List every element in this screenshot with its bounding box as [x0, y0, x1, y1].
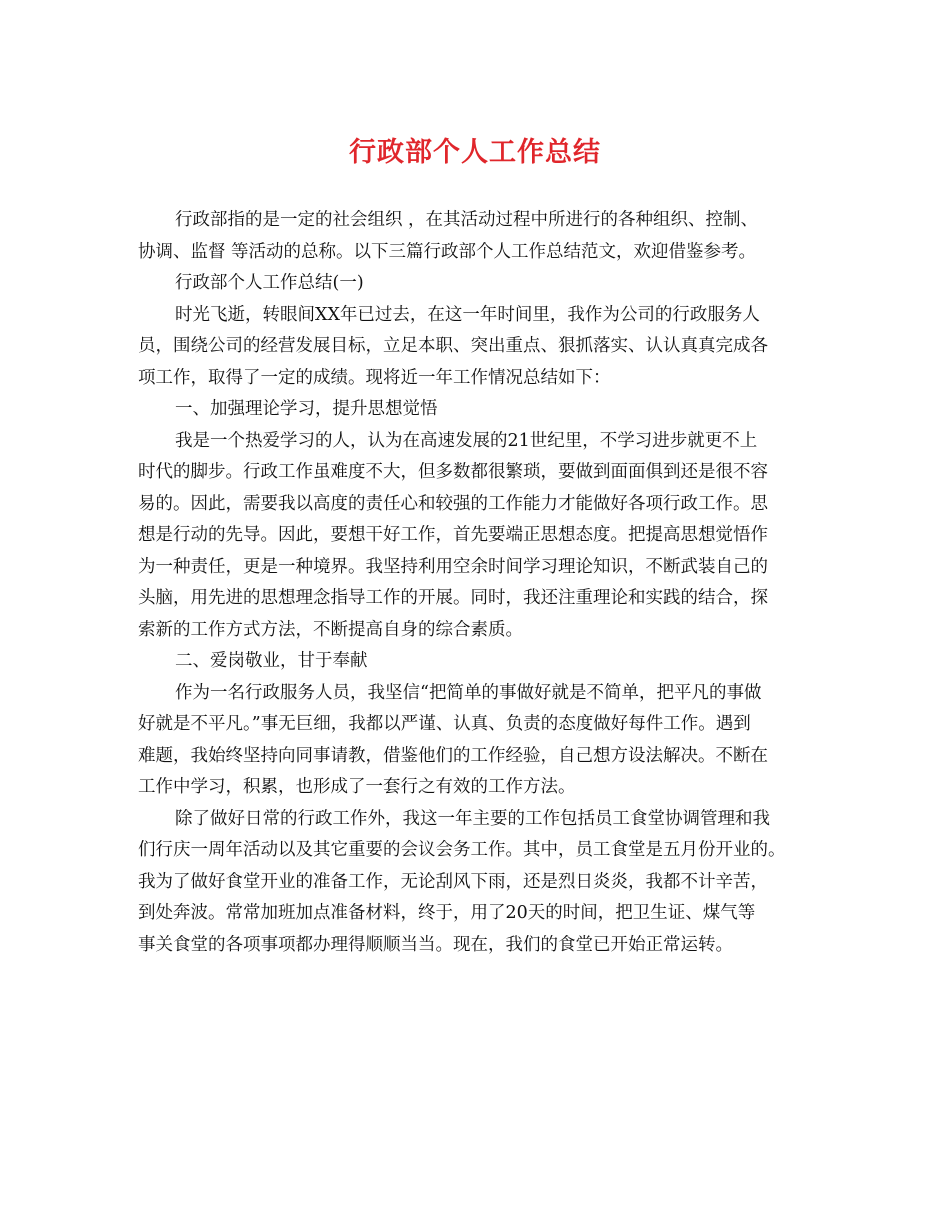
body-line: 作为一名行政服务人员，我坚信“把简单的事做好就是不简单，把平凡的事做 [175, 682, 762, 703]
body-line: 二、爱岗敬业，甘于奉献 [175, 651, 368, 671]
body-line: 们行庆一周年活动以及其它重要的会议会务工作。其中，员工食堂是五月份开业的。 [138, 840, 786, 860]
body-line: 我是一个热爱学习的人，认为在高速发展的21世纪里，不学习进步就更不上 [175, 430, 758, 451]
body-line: 时光飞逝，转眼间XX年已过去，在这一年时间里，我作为公司的行政服务人 [175, 304, 760, 325]
body-line: 到处奔波。常常加班加点准备材料，终于，用了20天的时间，把卫生证、煤气等 [138, 903, 756, 923]
body-line: 难题，我始终坚持向同事请教，借鉴他们的工作经验，自己想方设法解决。不断在 [138, 745, 768, 766]
body-line: 索新的工作方式方法，不断提高自身的综合素质。 [138, 619, 523, 640]
body-line: 除了做好日常的行政工作外，我这一年主要的工作包括员工食堂协调管理和我 [175, 808, 770, 829]
body-line: 工作中学习，积累，也形成了一套行之有效的工作方法。 [138, 777, 576, 797]
body-line: 行政部指的是一定的社会组织 ，在其活动过程中所进行的各种组织、控制、 [175, 210, 759, 230]
body-line: 我为了做好食堂开业的准备工作，无论刮风下雨，还是烈日炎炎，我都不计辛苦， [138, 871, 768, 892]
body-line: 为一种责任，更是一种境界。我坚持利用空余时间学习理论知识，不断武装自己的 [138, 556, 768, 577]
body-line: 好就是不平凡。”事无巨细，我都以严谨、认真、负责的态度做好每件工作。遇到 [138, 714, 751, 734]
body-line: 员，围绕公司的经营发展目标，立足本职、突出重点、狠抓落实、认认真真完成各 [138, 336, 768, 356]
body-line: 想是行动的先导。因此，要想干好工作，首先要端正思想态度。把提高思想觉悟作 [138, 525, 768, 545]
body-line: 易的。因此，需要我以高度的责任心和较强的工作能力才能做好各项行政工作。思 [138, 493, 768, 514]
body-line: 时代的脚步。行政工作虽难度不大，但多数都很繁琐，要做到面面俱到还是很不容 [138, 462, 768, 482]
body-line: 事关食堂的各项事项都办理得顺顺当当。现在，我们的食堂已开始正常运转。 [138, 934, 733, 955]
document-title: 行政部个人工作总结 [349, 137, 601, 168]
body-line: 一、加强理论学习，提升思想觉悟 [175, 399, 438, 419]
body-line: 项工作，取得了一定的成绩。现将近一年工作情况总结如下： [138, 367, 611, 388]
body-line: 头脑，用先进的思想理念指导工作的开展。同时，我还注重理论和实践的结合，探 [138, 588, 768, 608]
body-line: 协调、监督 等活动的总称。以下三篇行政部个人工作总结范文，欢迎借鉴参考。 [138, 241, 757, 262]
body-line: 行政部个人工作总结(一) [175, 273, 364, 293]
document-body [138, 205, 818, 961]
